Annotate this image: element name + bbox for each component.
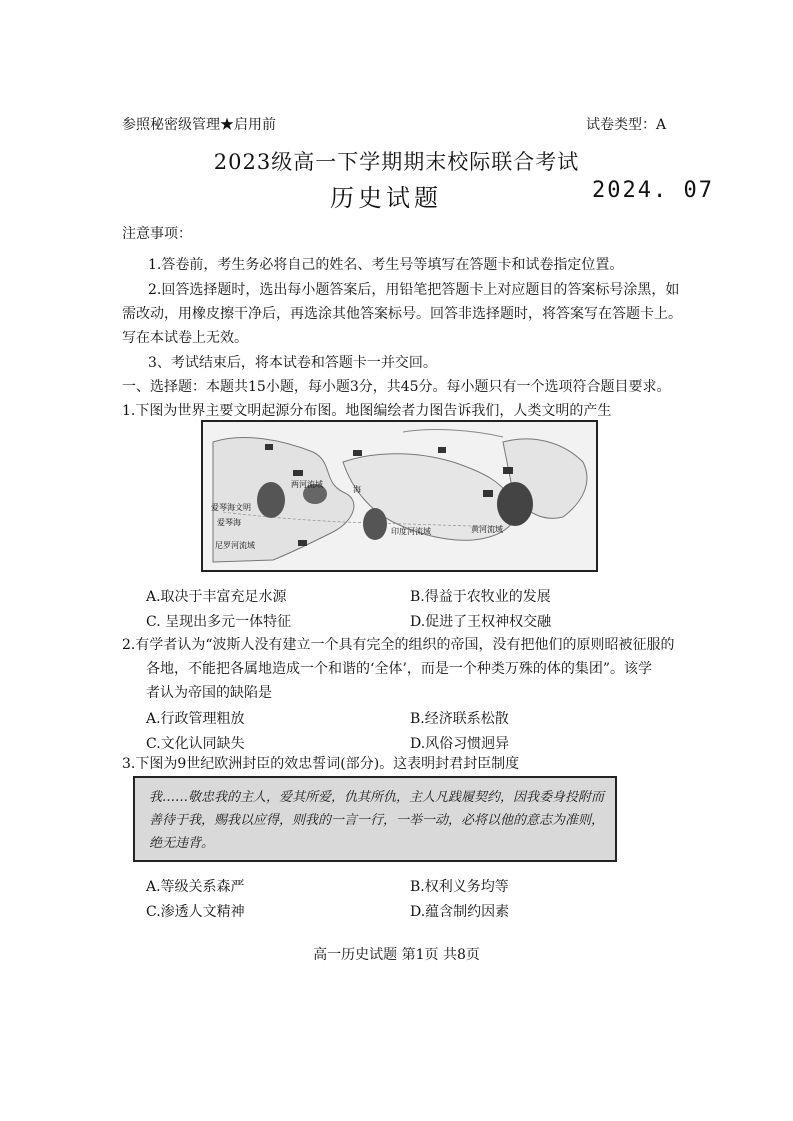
- paper-type-label: 试卷类型：A: [586, 117, 667, 133]
- q1-option-b: B.得益于农牧业的发展: [410, 589, 551, 605]
- q1-option-d: D.促进了王权神权交融: [410, 614, 552, 630]
- notice-item-2-line-3: 写在本试卷上无效。: [122, 330, 248, 346]
- q3-option-d: D.蕴含制约因素: [410, 904, 510, 920]
- q3-option-b: B.权利义务均等: [410, 879, 509, 895]
- question-1-stem: 1.下图为世界主要文明起源分布图。地图编绘者力图告诉我们，人类文明的产生: [122, 403, 612, 419]
- map-graphic: [203, 422, 596, 570]
- q2-option-a: A.行政管理粗放: [146, 711, 245, 727]
- page-footer: 高一历史试题 第1页 共8页: [313, 947, 480, 963]
- q1-option-c: C. 呈现出多元一体特征: [146, 614, 292, 630]
- oath-excerpt-text: 我……敬忠我的主人，爱其所爱，仇其所仇，主人凡践履契约，因我委身投附而善待于我，赐我以应得，则我的一言一行，一举一动，必将以他的意志为准则，绝无违背。: [149, 790, 605, 851]
- subject-title: 历史试题: [330, 184, 442, 212]
- notice-item-1: 1.答卷前，考生务必将自己的姓名、考生号等填写在答题卡和试卷指定位置。: [148, 257, 624, 273]
- q2-option-b: B.经济联系松散: [410, 711, 509, 727]
- question-3-stem: 3.下图为9世纪欧洲封臣的效忠誓词(部分)。这表明封君封臣制度: [122, 756, 520, 772]
- map-label-aegean-civilization: 爱琴海文明: [211, 503, 251, 512]
- q1-option-a: A.取决于丰富充足水源: [146, 589, 287, 605]
- question-2-line-1: 2.有学者认为“波斯人没有建立一个具有完全的组织的帝国，没有把他们的原则昭被征服的: [122, 637, 675, 653]
- oath-excerpt-box: [133, 776, 617, 862]
- q3-option-c: C.渗透人文精神: [146, 904, 245, 920]
- confidentiality-label: 参照秘密级管理★启用前: [122, 117, 276, 133]
- map-label-sea: 海: [353, 485, 361, 494]
- notice-item-3: 3、考试结束后，将本试卷和答题卡一并交回。: [148, 355, 437, 371]
- q3-option-a: A.等级关系森严: [146, 879, 245, 895]
- question-2-line-2: 各地，不能把各属地造成一个和谐的‘全体’，而是一个种类万殊的体的集团”。该学: [146, 661, 653, 677]
- map-label-aegean: 爱琴海: [217, 518, 241, 527]
- exam-date: 2024. 07: [592, 178, 714, 203]
- exam-title: 2023级高一下学期期末校际联合考试: [213, 150, 580, 174]
- civilization-origins-map: [201, 420, 598, 572]
- question-2-line-3: 者认为帝国的缺陷是: [146, 685, 272, 701]
- notice-item-2-line-2: 需改动，用橡皮擦干净后，再选涂其他答案标号。回答非选择题时，将答案写在答题卡上。: [122, 306, 682, 322]
- map-label-yellow-river: 黄河流域: [471, 525, 503, 534]
- q2-option-d: D.风俗习惯迥异: [410, 736, 510, 752]
- q2-option-c: C.文化认同缺失: [146, 736, 245, 752]
- map-label-two-rivers: 两河流域: [291, 480, 323, 489]
- section-heading: 一、选择题：本题共15小题，每小题3分，共45分。每小题只有一个选项符合题目要求。: [122, 379, 671, 395]
- map-label-nile: 尼罗河流域: [215, 541, 255, 550]
- notice-heading: 注意事项：: [122, 226, 192, 242]
- map-label-indus: 印度河流域: [391, 527, 431, 536]
- notice-item-2-line-1: 2.回答选择题时，选出每小题答案后，用铅笔把答题卡上对应题目的答案标号涂黑，如: [148, 282, 680, 298]
